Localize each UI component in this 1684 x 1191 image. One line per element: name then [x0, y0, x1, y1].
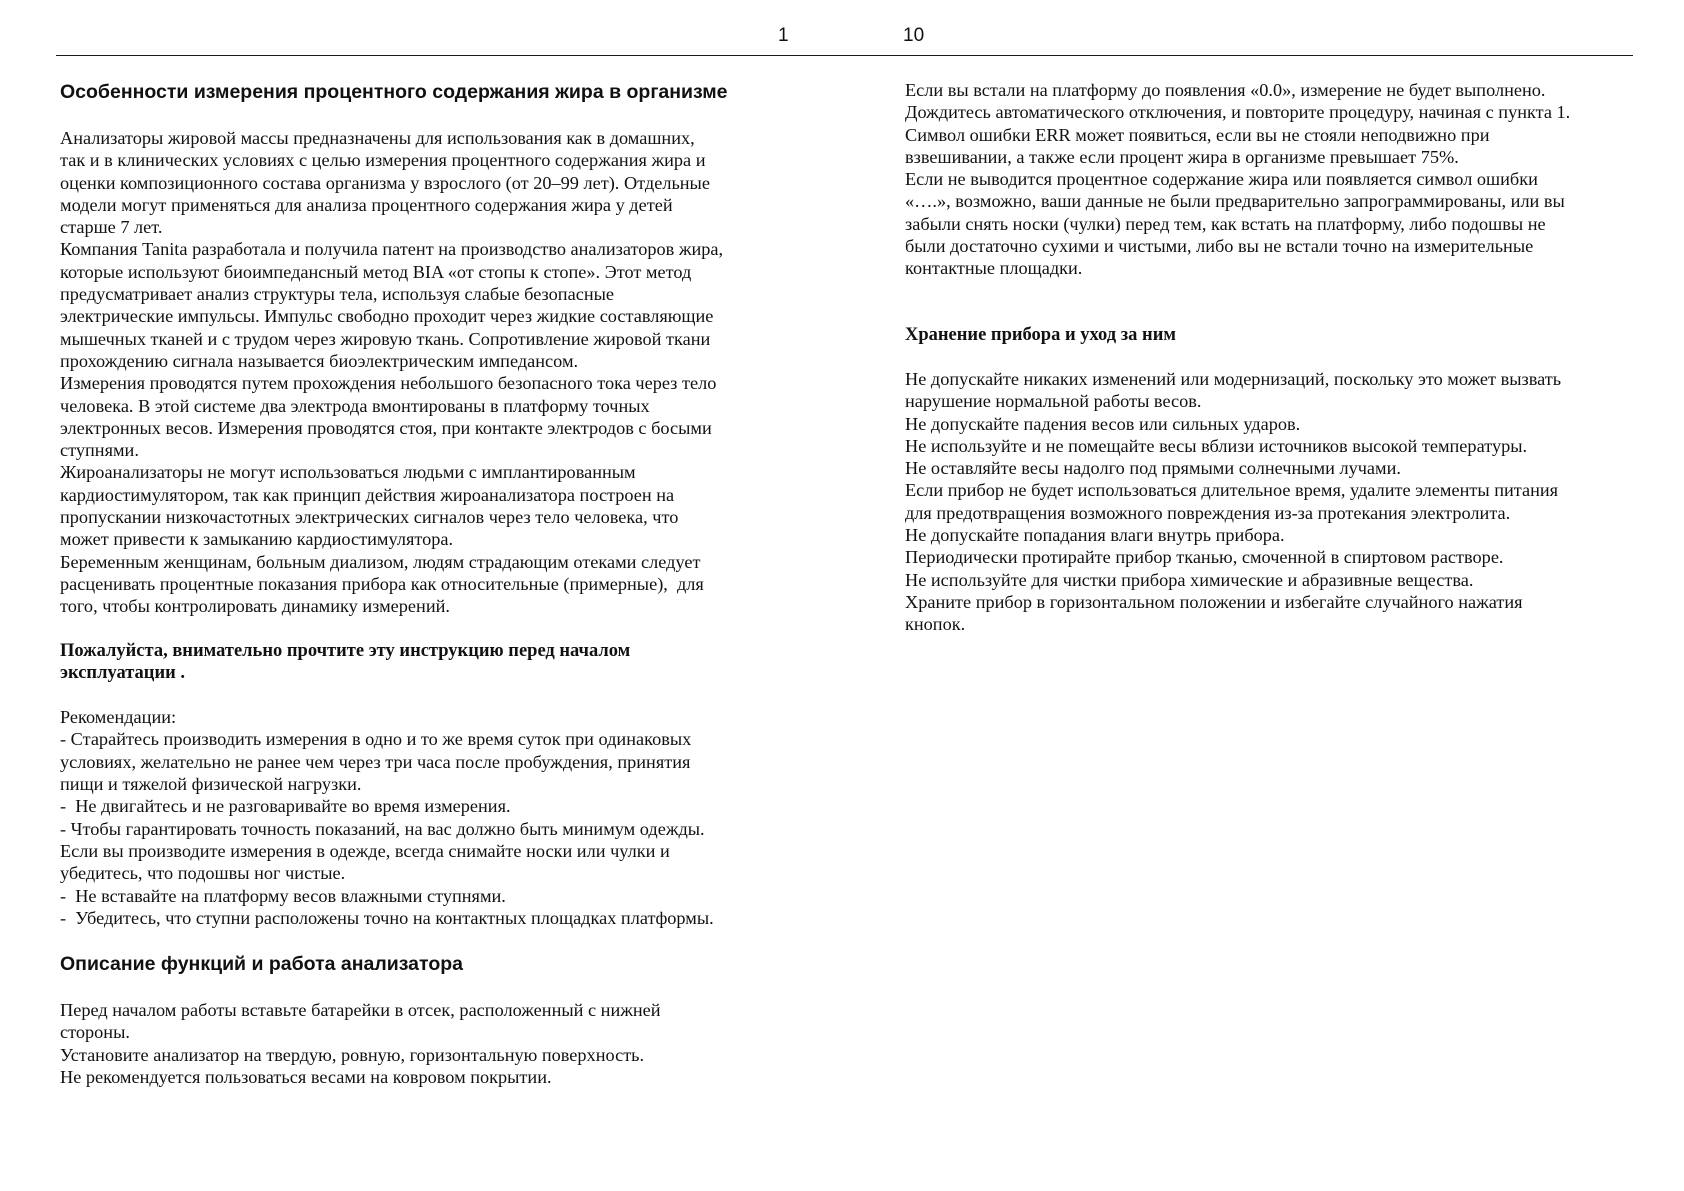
- text-line: может привести к замыканию кардиостимулятора.: [60, 529, 454, 550]
- notice-line: Пожалуйста, внимательно прочтите эту инструкцию перед началом: [60, 640, 631, 661]
- text-line: Перед началом работы вставьте батарейки в отсек, расположенный с нижней: [60, 1000, 661, 1021]
- text-line: Жироанализаторы не могут использоваться людьми с имплантированным: [60, 462, 636, 483]
- recommendations-text: [60, 706, 800, 929]
- text-line: - Старайтесь производить измерения в одно и то же время суток при одинаковых: [60, 729, 692, 750]
- text-line: электрические импульсы. Импульс свободно проходит через жидкие составляющие: [60, 306, 714, 327]
- text-line: оценки композиционного состава организма у взрослого (от 20–99 лет). Отдельные: [60, 172, 710, 193]
- text-line: забыли снять носки (чулки) перед тем, как встать на платформу, либо подошвы не: [905, 213, 1546, 234]
- text-line: контактные площадки.: [905, 258, 1083, 279]
- right-page-column: [905, 79, 1645, 636]
- text-line: - Не двигайтесь и не разговаривайте во время измерения.: [60, 796, 511, 817]
- text-line: Если прибор не будет использоваться длительное время, удалите элементы питания: [905, 480, 1559, 501]
- text-line: расценивать процентные показания прибора как относительные (примерные), для: [60, 573, 704, 594]
- text-line: - Чтобы гарантировать точность показаний, на вас должно быть минимум одежды.: [60, 818, 705, 839]
- text-line: Не используйте для чистки прибора химические и абразивные вещества.: [905, 569, 1474, 590]
- text-line: Не используйте и не помещайте весы вблизи источников высокой температуры.: [905, 435, 1528, 456]
- text-line: Не допускайте падения весов или сильных ударов.: [905, 413, 1301, 434]
- page-number-left: 1: [778, 25, 789, 46]
- text-line: пропускании низкочастотных электрических сигналов через тело человека, что: [60, 507, 679, 528]
- text-line: условиях, желательно не ранее чем через три часа после пробуждения, принятия: [60, 751, 691, 772]
- text-line: которые используют биоимпедансный метод BIA «от стопы к стопе». Этот метод: [60, 261, 692, 282]
- text-line: Не допускайте никаких изменений или модернизаций, поскольку это может вызвать: [905, 368, 1562, 389]
- storage-text: [905, 368, 1645, 636]
- functions-text: [60, 999, 800, 1088]
- text-line: модели могут применяться для анализа процентного содержания жира у детей: [60, 194, 673, 215]
- text-line: мышечных тканей и с трудом через жировую ткань. Сопротивление жировой ткани: [60, 328, 711, 349]
- text-line: - Убедитесь, что ступни расположены точно на контактных площадках платформы.: [60, 907, 714, 928]
- text-line: Не оставляйте весы надолго под прямыми солнечными лучами.: [905, 458, 1401, 479]
- error-info-text: [905, 79, 1645, 280]
- text-line: Если вы производите измерения в одежде, всегда снимайте носки или чулки и: [60, 840, 670, 861]
- text-line: Периодически протирайте прибор тканью, смоченной в спиртовом растворе.: [905, 547, 1504, 568]
- left-page-column: [60, 79, 800, 1088]
- text-line: так и в клинических условиях с целью измерения процентного содержания жира и: [60, 150, 706, 171]
- text-line: стороны.: [60, 1022, 130, 1043]
- heading-fat-measurement: Особенности измерения процентного содержания жира в организме: [60, 81, 728, 103]
- text-line: Измерения проводятся путем прохождения небольшого безопасного тока через тело: [60, 373, 717, 394]
- text-line: Анализаторы жировой массы предназначены для использования как в домашних,: [60, 128, 695, 148]
- text-line: «….», возможно, ваши данные не были предварительно запрограммированы, или вы: [905, 191, 1565, 212]
- text-line: Беременным женщинам, больным диализом, людям страдающим отеками следует: [60, 551, 701, 572]
- text-line: Не допускайте попадания влаги внутрь прибора.: [905, 525, 1285, 546]
- text-line: нарушение нормальной работы весов.: [905, 391, 1202, 412]
- text-line: для предотвращения возможного повреждения из-за протекания электролита.: [905, 502, 1511, 523]
- text-line: предусматривает анализ структуры тела, используя слабые безопасные: [60, 284, 614, 305]
- text-line: человека. В этой системе два электрода вмонтированы в платформу точных: [60, 395, 650, 416]
- text-line: Установите анализатор на твердую, ровную, горизонтальную поверхность.: [60, 1044, 645, 1065]
- text-line: Храните прибор в горизонтальном положении и избегайте случайного нажатия: [905, 591, 1523, 612]
- text-line: кнопок.: [905, 614, 966, 635]
- text-line: электронных весов. Измерения проводятся стоя, при контакте электродов с босыми: [60, 417, 712, 438]
- header-divider: [56, 55, 1633, 56]
- text-line: Дождитесь автоматического отключения, и повторите процедуру, начиная с пункта 1.: [905, 102, 1571, 123]
- notice-line: эксплуатации .: [60, 662, 186, 683]
- text-line: Не рекомендуется пользоваться весами на ковровом покрытии.: [60, 1066, 552, 1087]
- text-line: - Не вставайте на платформу весов влажными ступнями.: [60, 885, 506, 906]
- text-line: убедитесь, что подошвы ног чистые.: [60, 863, 346, 884]
- text-line: кардиостимулятором, так как принцип действия жироанализатора построен на: [60, 484, 675, 505]
- heading-functions: Описание функций и работа анализатора: [60, 953, 463, 976]
- page-number-right: 10: [903, 25, 925, 46]
- text-line: Если вы встали на платформу до появления «0.0», измерение не будет выполнено.: [905, 80, 1546, 100]
- text-line: Если не выводится процентное содержание жира или появляется символ ошибки: [905, 169, 1538, 190]
- text-line: Компания Tanita разработала и получила патент на производство анализаторов жира,: [60, 239, 724, 260]
- notice-block: [60, 640, 800, 685]
- text-line: взвешивании, а также если процент жира в организме превышает 75%.: [905, 146, 1459, 167]
- text-line: ступнями.: [60, 440, 139, 461]
- heading-storage: Хранение прибора и уход за ним: [905, 324, 1176, 345]
- text-line: прохождению сигнала называется биоэлектрическим импедансом.: [60, 350, 579, 371]
- text-line: Символ ошибки ERR может появиться, если вы не стояли неподвижно при: [905, 124, 1490, 145]
- text-line: того, чтобы контролировать динамику измерений.: [60, 596, 450, 617]
- text-line: пищи и тяжелой физической нагрузки.: [60, 774, 362, 795]
- text-line: Рекомендации:: [60, 707, 177, 728]
- intro-text: [60, 127, 800, 618]
- text-line: были достаточно сухими и чистыми, либо вы не встали точно на измерительные: [905, 236, 1534, 257]
- text-line: старше 7 лет.: [60, 217, 163, 238]
